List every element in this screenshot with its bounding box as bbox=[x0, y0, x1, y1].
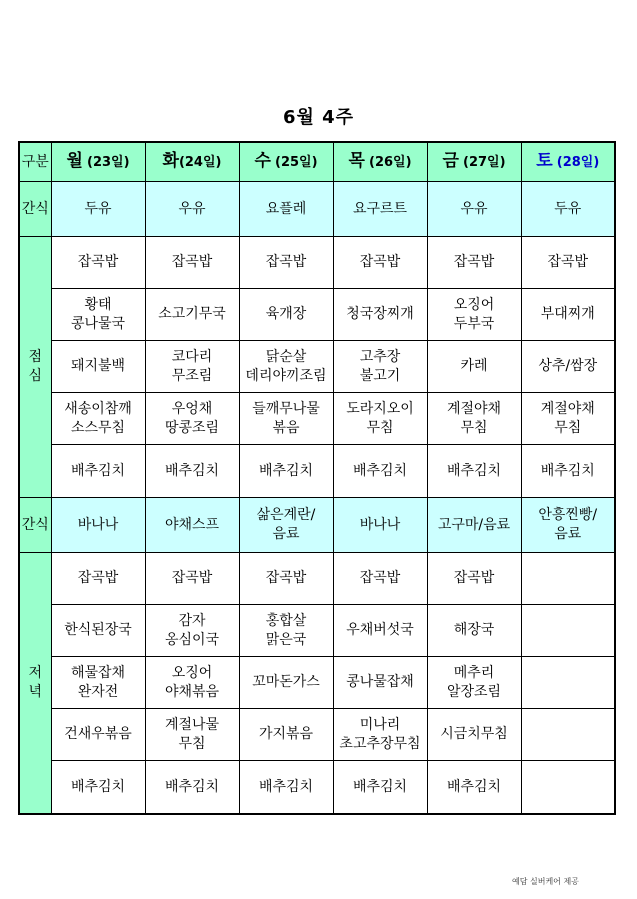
morning-snack-row bbox=[19, 182, 615, 237]
menu-cell: 배추김치 bbox=[427, 761, 521, 815]
menu-cell: 잡곡밥 bbox=[427, 553, 521, 605]
header-row bbox=[19, 142, 615, 182]
menu-cell bbox=[521, 605, 615, 657]
day-date: (28일) bbox=[556, 155, 600, 170]
menu-cell: 해물잡채 완자전 bbox=[51, 657, 145, 709]
menu-cell: 홍합살 맑은국 bbox=[239, 605, 333, 657]
menu-cell: 오징어 두부국 bbox=[427, 289, 521, 341]
menu-cell: 배추김치 bbox=[145, 445, 239, 498]
meal-label: 저 녁 bbox=[19, 553, 51, 815]
meal-label: 점 심 bbox=[19, 237, 51, 498]
menu-cell: 들깨무나물 볶음 bbox=[239, 393, 333, 445]
menu-cell bbox=[521, 709, 615, 761]
menu-cell: 우엉채 땅콩조림 bbox=[145, 393, 239, 445]
menu-cell: 카레 bbox=[427, 341, 521, 393]
menu-cell: 잡곡밥 bbox=[333, 553, 427, 605]
menu-cell: 닭순살 데리야끼조림 bbox=[239, 341, 333, 393]
menu-cell: 배추김치 bbox=[51, 445, 145, 498]
lunch-row bbox=[19, 393, 615, 445]
menu-cell: 배추김치 bbox=[333, 761, 427, 815]
menu-cell: 잡곡밥 bbox=[51, 553, 145, 605]
menu-cell: 두유 bbox=[521, 182, 615, 237]
day-header bbox=[333, 142, 427, 182]
menu-cell: 잡곡밥 bbox=[51, 237, 145, 289]
lunch-row bbox=[19, 237, 615, 289]
menu-cell: 해장국 bbox=[427, 605, 521, 657]
day-header bbox=[521, 142, 615, 182]
day-name: 월 bbox=[66, 151, 83, 171]
menu-cell: 우유 bbox=[427, 182, 521, 237]
lunch-row bbox=[19, 289, 615, 341]
menu-cell: 황태 콩나물국 bbox=[51, 289, 145, 341]
menu-cell: 고구마/음료 bbox=[427, 498, 521, 553]
day-name: 화 bbox=[162, 151, 179, 171]
dinner-row bbox=[19, 657, 615, 709]
menu-cell: 우채버섯국 bbox=[333, 605, 427, 657]
menu-cell: 배추김치 bbox=[333, 445, 427, 498]
lunch-row bbox=[19, 445, 615, 498]
dinner-row bbox=[19, 605, 615, 657]
menu-cell: 배추김치 bbox=[239, 445, 333, 498]
menu-cell: 계절야채 무침 bbox=[521, 393, 615, 445]
menu-cell: 안흥찐빵/ 음료 bbox=[521, 498, 615, 553]
menu-cell: 오징어 야채볶음 bbox=[145, 657, 239, 709]
menu-cell: 미나리 초고추장무침 bbox=[333, 709, 427, 761]
menu-cell: 잡곡밥 bbox=[239, 553, 333, 605]
day-date: (27일) bbox=[463, 155, 506, 170]
menu-cell: 고추장 불고기 bbox=[333, 341, 427, 393]
menu-cell: 시금치무침 bbox=[427, 709, 521, 761]
menu-cell bbox=[521, 553, 615, 605]
menu-cell: 잡곡밥 bbox=[333, 237, 427, 289]
dinner-row bbox=[19, 553, 615, 605]
menu-cell: 계절나물 무침 bbox=[145, 709, 239, 761]
snack-label: 간식 bbox=[19, 182, 51, 237]
menu-cell: 메추리 알장조림 bbox=[427, 657, 521, 709]
menu-cell: 한식된장국 bbox=[51, 605, 145, 657]
day-header bbox=[427, 142, 521, 182]
day-date: (23일) bbox=[87, 155, 130, 170]
menu-cell: 계절야채 무침 bbox=[427, 393, 521, 445]
menu-cell: 돼지불백 bbox=[51, 341, 145, 393]
day-name: 금 bbox=[442, 151, 459, 171]
menu-cell: 우유 bbox=[145, 182, 239, 237]
menu-cell: 새송이참깨 소스무침 bbox=[51, 393, 145, 445]
day-header bbox=[51, 142, 145, 182]
menu-cell: 코다리 무조림 bbox=[145, 341, 239, 393]
menu-cell: 배추김치 bbox=[239, 761, 333, 815]
day-header bbox=[145, 142, 239, 182]
day-name: 토 bbox=[536, 151, 553, 171]
menu-cell: 청국장찌개 bbox=[333, 289, 427, 341]
menu-cell: 배추김치 bbox=[427, 445, 521, 498]
menu-cell bbox=[521, 761, 615, 815]
day-name: 수 bbox=[254, 151, 271, 171]
menu-cell: 잡곡밥 bbox=[145, 237, 239, 289]
menu-cell: 상추/쌈장 bbox=[521, 341, 615, 393]
menu-cell: 야채스프 bbox=[145, 498, 239, 553]
menu-cell: 부대찌개 bbox=[521, 289, 615, 341]
menu-cell: 감자 옹심이국 bbox=[145, 605, 239, 657]
dinner-row bbox=[19, 709, 615, 761]
day-name: 목 bbox=[348, 151, 365, 171]
menu-cell: 배추김치 bbox=[51, 761, 145, 815]
menu-cell: 꼬마돈가스 bbox=[239, 657, 333, 709]
snack-label: 간식 bbox=[19, 498, 51, 553]
header-label: 구분 bbox=[19, 142, 51, 182]
menu-cell: 잡곡밥 bbox=[239, 237, 333, 289]
menu-cell: 도라지오이 무침 bbox=[333, 393, 427, 445]
day-date: (25일) bbox=[275, 155, 318, 170]
weekly-menu-table bbox=[18, 141, 616, 815]
footer-credit: 예담 실버케어 제공 bbox=[512, 877, 579, 886]
dinner-row bbox=[19, 761, 615, 815]
menu-cell: 건새우볶음 bbox=[51, 709, 145, 761]
page-title: 6월 4주 bbox=[282, 107, 355, 128]
day-date: (24일) bbox=[178, 155, 222, 170]
menu-cell: 바나나 bbox=[51, 498, 145, 553]
lunch-row bbox=[19, 341, 615, 393]
menu-cell: 두유 bbox=[51, 182, 145, 237]
menu-cell: 콩나물잡채 bbox=[333, 657, 427, 709]
menu-cell: 삶은계란/ 음료 bbox=[239, 498, 333, 553]
menu-cell: 잡곡밥 bbox=[521, 237, 615, 289]
menu-cell: 육개장 bbox=[239, 289, 333, 341]
menu-cell bbox=[521, 657, 615, 709]
menu-cell: 배추김치 bbox=[145, 761, 239, 815]
afternoon-snack-row bbox=[19, 498, 615, 553]
menu-cell: 바나나 bbox=[333, 498, 427, 553]
menu-cell: 잡곡밥 bbox=[427, 237, 521, 289]
day-header bbox=[239, 142, 333, 182]
menu-cell: 잡곡밥 bbox=[145, 553, 239, 605]
menu-cell: 요플레 bbox=[239, 182, 333, 237]
menu-cell: 요구르트 bbox=[333, 182, 427, 237]
menu-cell: 배추김치 bbox=[521, 445, 615, 498]
menu-cell: 가지볶음 bbox=[239, 709, 333, 761]
menu-cell: 소고기무국 bbox=[145, 289, 239, 341]
day-date: (26일) bbox=[369, 155, 412, 170]
